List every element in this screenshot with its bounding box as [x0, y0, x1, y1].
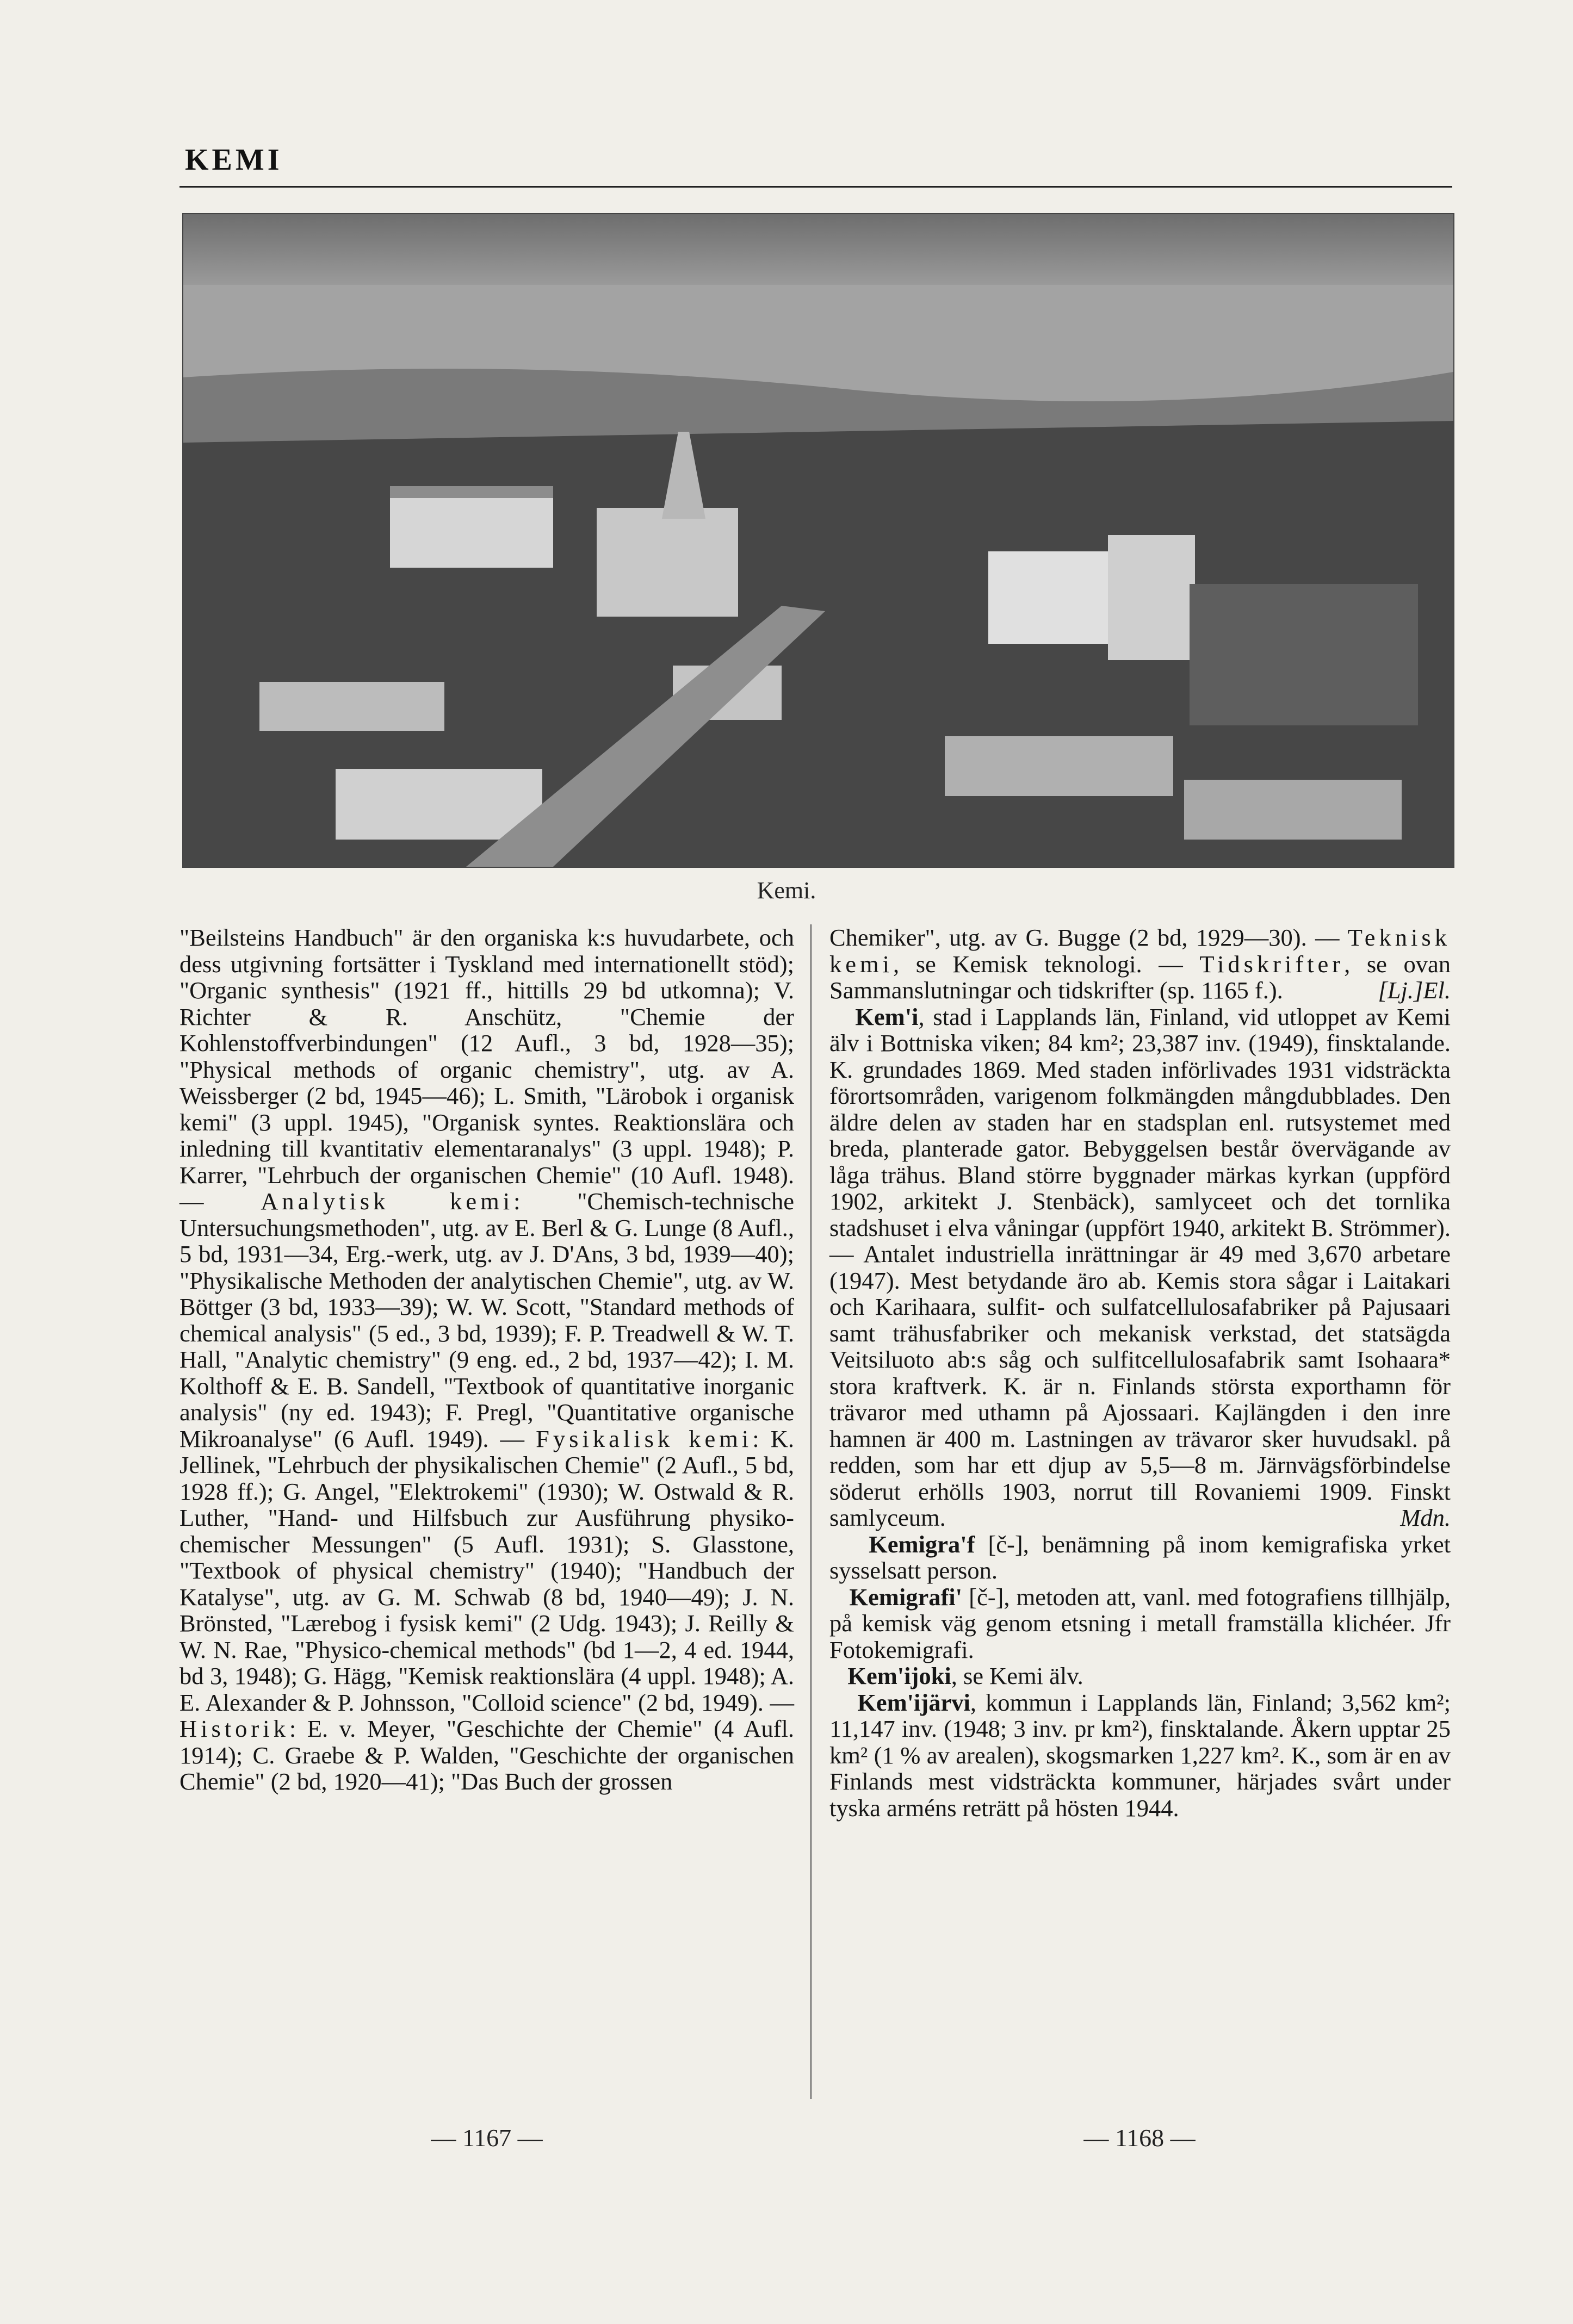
text-run: : E. v. Meyer, "Geschichte der Chemie" (4 Aufl. 1914); C. Graebe & P. Walden, "Geschichte der organischen Chemie" (2 bd, 1920—41); "Das Buch der grossen	[179, 1715, 794, 1795]
section-teknisk: Teknisk kemi	[829, 924, 1451, 978]
section-analytisk: Analytisk kemi	[261, 1188, 514, 1215]
column-divider	[810, 924, 812, 2099]
author-signature: [Lj.]El.	[1378, 977, 1451, 1004]
text-run: : K. Jellinek, "Lehrbuch der physikalischen Chemie" (2 Aufl., 5 bd, 1928 ff.); G. Angel, "Elektrokemi" (1930); W. Ostwald & R. Luther, "Hand- und Hilfsbuch zur Ausführung physiko-chemischer Messungen" (5 Aufl. 1931); S. Glasstone, "Textbook of physical chemistry" (1940); "Handbuch der Katalyse", utg. av G. M. Schwab (8 bd, 1940—49); J. N. Brönsted, "Lærebog i fysisk kemi" (2 Udg. 1943); J. Reilly & W. N. Rae, "Physico-chemical methods" (bd 1—2, 4 ed. 1944, bd 3, 1948); G. Hägg, "Kemisk reaktionslära (4 uppl. 1948); A. E. Alexander & P. Johnsson, "Colloid science" (2 bd, 1949). —	[179, 1425, 794, 1716]
entry-head-kemigraf: Kemigra'f	[869, 1530, 975, 1558]
entry-text-kemigrafi: [č-], metoden att, vanl. med fotografiens tillhjälp, på kemisk väg genom etsning i metall framställa klichéer. Jfr Fotokemigrafi.	[829, 1583, 1451, 1663]
left-paragraph	[179, 924, 794, 1795]
aerial-photo	[182, 213, 1454, 868]
entry-kemigraf	[829, 1531, 1451, 1584]
entry-text-kemijoki: , se Kemi älv.	[951, 1662, 1083, 1689]
header-rule	[179, 186, 1452, 188]
text-run: , se ovan Sammanslutningar och tidskrifter (sp. 1165 f.).	[829, 950, 1451, 1004]
section-fysikalisk: Fysikalisk kemi	[536, 1425, 753, 1452]
entry-head-kemijoki: Kem'ijoki	[847, 1662, 951, 1689]
entry-text-kemi: , stad i Lapplands län, Finland, vid utloppet av Kemi älv i Bottniska viken; 84 km²; 23,387 inv. (1949), finsktalande. K. grundades 1869. Med staden införlivades 1931 vidsträckta förortsområden, varigenom folkmängden mångdubblades. Den äldre delen av staden har en stadsplan enl. rutsystemet med breda, planterade gator. Bebyggelsen består övervägande av låga trähus. Bland större byggnader märkas kyrkan (uppförd 1902, arkitekt J. Stenbäck), samlyceet och det tornlika stadshuset i elva våningar (uppfört 1940, arkitekt B. Strömmer). — Antalet industriella inrättningar är 49 med 3,670 arbetare (1947). Mest betydande äro ab. Kemis stora sågar i Laitakari och Karihaara, sulfit- och sulfatcellulosafabriker på Pajusaari samt trähusfabriker och mekanisk verkstad, det statsägda Veitsiluoto ab:s såg och sulfitcellulosafabrik samt Isohaara* stora kraftverk. K. är n. Finlands största exporthamn för trävaror med uthamn på Ajossaari. Kajlängden i den inre hamnen är 400 m. Lastningen av trävaror sker huvudsakl. på redden, som har ett djup av 5,5—8 m. Järnvägsförbindelse söderut erhölls 1903, norrut till Rovaniemi 1909. Finskt samlyceum.	[829, 1003, 1451, 1531]
entry-text-kemigraf: [č-], benämning på inom kemigrafiska yrket sysselsatt person.	[829, 1530, 1451, 1584]
author-signature: Mdn.	[1400, 1504, 1451, 1531]
page-number-left: — 1167 —	[431, 2124, 543, 2152]
right-column	[829, 924, 1451, 1821]
section-tidskrifter: Tidskrifter	[1199, 950, 1345, 978]
section-historik: Historik	[179, 1715, 289, 1742]
entry-kemigrafi	[829, 1584, 1451, 1663]
entry-kemi	[829, 1004, 1451, 1531]
page-header-title: KEMI	[185, 143, 283, 177]
text-run: Chemiker", utg. av G. Bugge (2 bd, 1929—30). —	[829, 924, 1348, 951]
entry-head-kemigrafi: Kemigrafi'	[849, 1583, 962, 1611]
figure-caption: Kemi.	[757, 877, 816, 904]
entry-kemijarvi	[829, 1689, 1451, 1822]
entry-kemijoki	[829, 1663, 1451, 1689]
page-number-right: — 1168 —	[1083, 2124, 1196, 2152]
left-column	[179, 924, 794, 1795]
entry-head-kemijarvi: Kem'ijärvi	[857, 1688, 970, 1716]
entry-head-kemi: Kem'i	[855, 1003, 919, 1030]
text-run: , se Kemisk teknologi. —	[893, 950, 1200, 978]
right-paragraph	[829, 924, 1451, 1004]
text-run: : "Chemisch-technische Untersuchungsmethoden", utg. av E. Berl & G. Lunge (8 Aufl., 5 bd, 1931—34, Erg.-werk, utg. av J. D'Ans, 3 bd, 1939—40); "Physikalische Methoden der analytischen Chemie", utg. av W. Böttger (3 bd, 1933—39); W. W. Scott, "Standard methods of chemical analysis" (5 ed., 3 bd, 1939); F. P. Treadwell & W. T. Hall, "Analytic chemistry" (9 eng. ed., 2 bd, 1937—42); I. M. Kolthoff & E. B. Sandell, "Textbook of quantitative inorganic analysis" (ny ed. 1943); F. Pregl, "Quantitative organische Mikroanalyse" (6 Aufl. 1949). —	[179, 1188, 794, 1452]
text-run: "Beilsteins Handbuch" är den organiska k:s huvudarbete, och dess utgivning fortsätter i Tyskland med internationellt stöd); "Organic synthesis" (1921 ff., hittills 29 bd utkomna); V. Richter & R. Anschütz, "Chemie der Kohlenstoffverbindungen" (12 Aufl., 3 bd, 1928—35); "Physical methods of organic chemistry", utg. av A. Weissberger (2 bd, 1945—46); L. Smith, "Lärobok i organisk kemi" (3 uppl. 1945), "Organisk syntes. Reaktionslära och inledning till kvantitativ elementaranalys" (3 uppl. 1948); P. Karrer, "Lehrbuch der organischen Chemie" (10 Aufl. 1948). —	[179, 924, 794, 1215]
entry-text-kemijarvi: , kommun i Lapplands län, Finland; 3,562 km²; 11,147 inv. (1948; 3 inv. pr km²), finsktalande. Åkern upptar 25 km² (1 % av arealen), skogsmarken 1,227 km². K., som är en av Finlands mest vidsträckta kommuner, härjades svårt under tyska arméns reträtt på hösten 1944.	[829, 1688, 1451, 1822]
